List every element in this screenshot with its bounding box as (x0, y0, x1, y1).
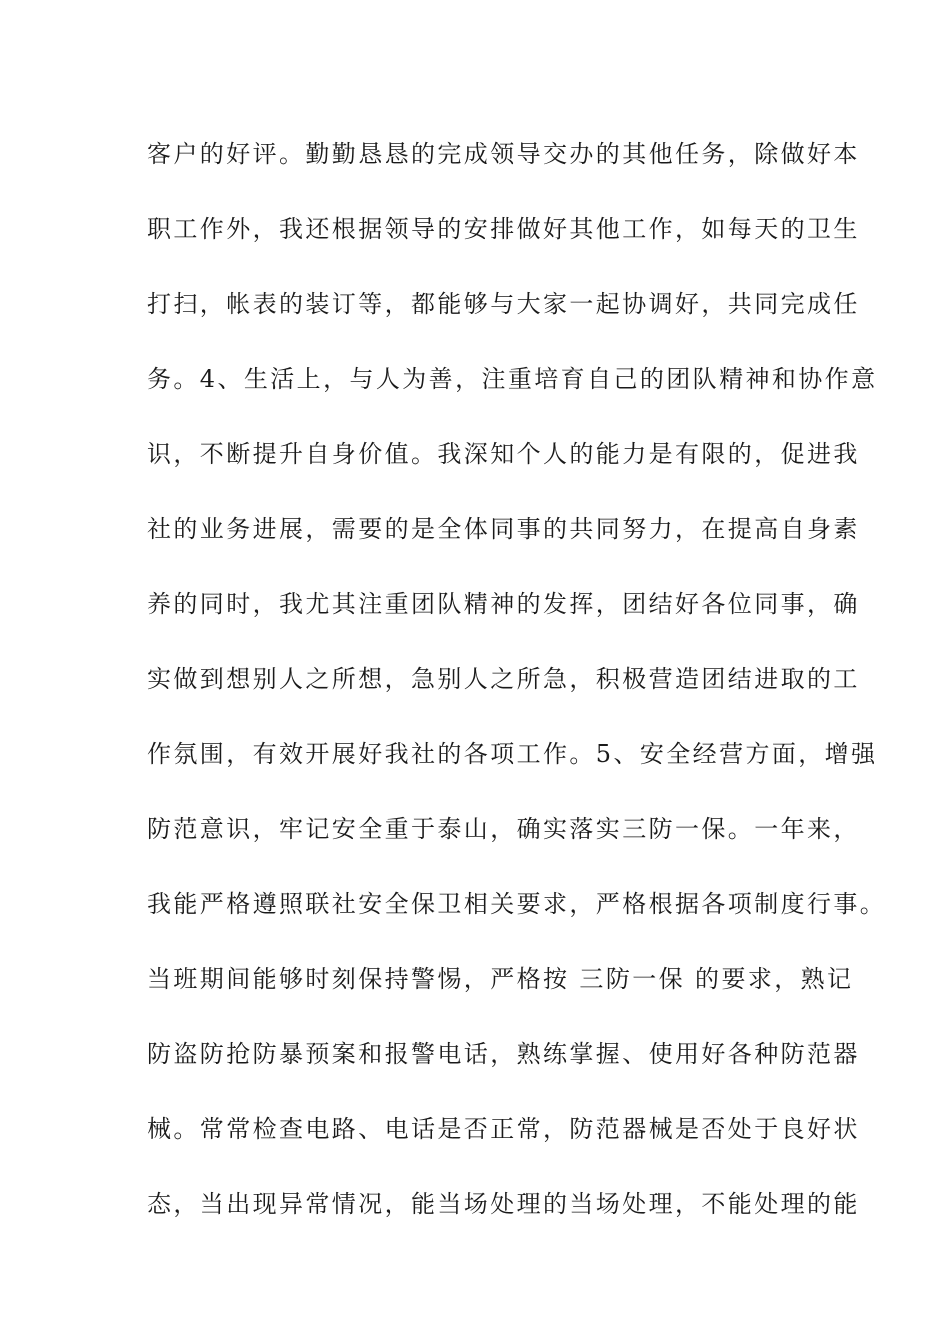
text-line: 识，不断提升自身价值。我深知个人的能力是有限的，促进我 (147, 440, 860, 468)
text-line: 打扫，帐表的装订等，都能够与大家一起协调好，共同完成任 (147, 290, 860, 318)
text-line: 社的业务进展，需要的是全体同事的共同努力，在提高自身素 (147, 515, 860, 543)
text-line: 养的同时，我尤其注重团队精神的发挥，团结好各位同事，确 (147, 590, 860, 618)
text-line: 防范意识，牢记安全重于泰山，确实落实三防一保。一年来， (147, 815, 860, 843)
text-line: 实做到想别人之所想，急别人之所急，积极营造团结进取的工 (147, 665, 860, 693)
text-line: 防盗防抢防暴预案和报警电话，熟练掌握、使用好各种防范器 (147, 1040, 860, 1068)
text-line: 务。4、生活上，与人为善，注重培育自己的团队精神和协作意 (147, 365, 878, 393)
text-line: 我能严格遵照联社安全保卫相关要求，严格根据各项制度行事。 (147, 890, 887, 918)
text-line: 客户的好评。勤勤恳恳的完成领导交办的其他任务，除做好本 (147, 140, 860, 168)
document-text-body (147, 132, 887, 1257)
text-line: 职工作外，我还根据领导的安排做好其他工作，如每天的卫生 (147, 215, 860, 243)
text-line: 态，当出现异常情况，能当场处理的当场处理，不能处理的能 (147, 1190, 860, 1218)
text-line: 当班期间能够时刻保持警惕，严格按 三防一保 的要求，熟记 (147, 965, 854, 993)
text-line: 械。常常检查电路、电话是否正常，防范器械是否处于良好状 (147, 1115, 860, 1143)
text-line: 作氛围，有效开展好我社的各项工作。5、安全经营方面，增强 (147, 740, 878, 768)
